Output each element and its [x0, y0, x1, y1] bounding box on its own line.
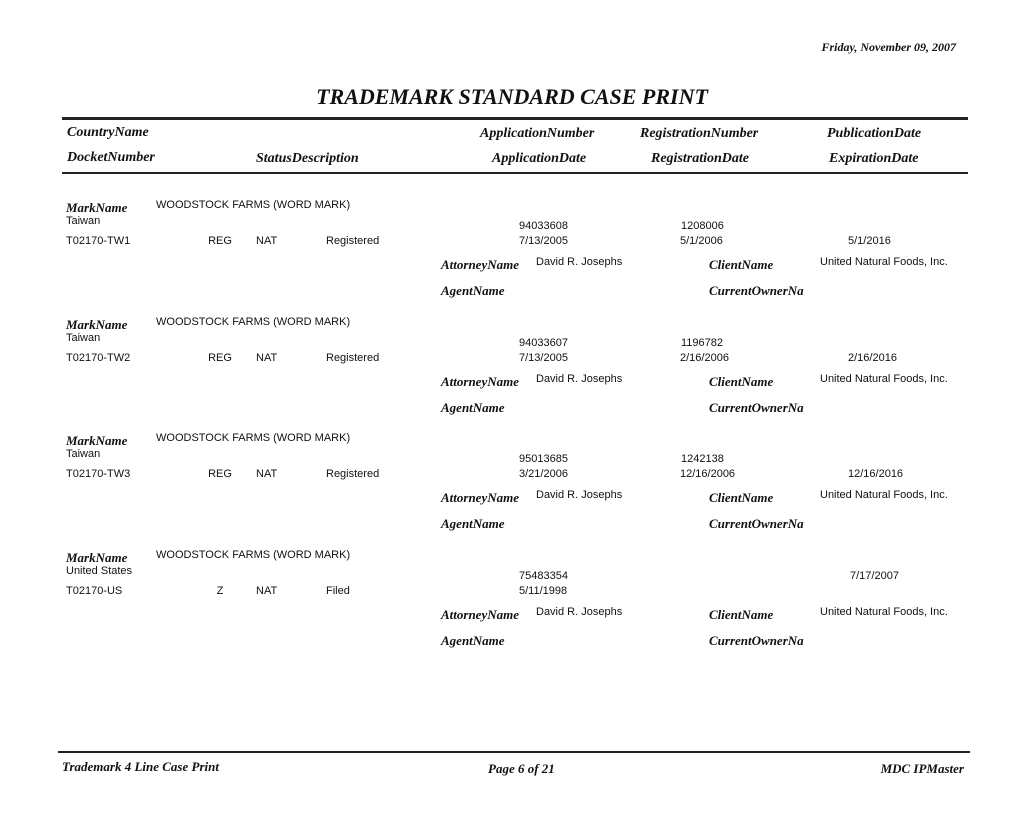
- docket-number-value: T02170-TW2: [66, 351, 131, 364]
- mark-name-value: WOODSTOCK FARMS (WORD MARK): [156, 199, 351, 211]
- agent-name-label: AgentName: [441, 516, 505, 531]
- header-registration-number: RegistrationNumber: [640, 126, 759, 141]
- expiration-date-value: 2/16/2016: [848, 351, 897, 364]
- header-publication-date: PublicationDate: [827, 126, 922, 141]
- application-date-value: 5/11/1998: [519, 584, 568, 597]
- header-docket-number: DocketNumber: [67, 150, 155, 165]
- publication-date-value: 7/17/2007: [850, 569, 899, 582]
- mark-name-label: MarkName: [66, 316, 128, 332]
- attorney-name-value: David R. Josephs: [536, 605, 623, 618]
- footer-report-name: Trademark 4 Line Case Print: [62, 759, 219, 774]
- mark-name-value: WOODSTOCK FARMS (WORD MARK): [156, 432, 351, 444]
- agent-name-label: AgentName: [441, 399, 505, 415]
- registration-date-value: 12/16/2006: [680, 468, 736, 480]
- client-name-label: ClientName: [709, 257, 774, 272]
- attorney-name-label: AttorneyName: [441, 606, 519, 622]
- expiration-date-value: 5/1/2016: [848, 235, 891, 247]
- current-owner-label: CurrentOwnerNa: [709, 516, 804, 531]
- report-title: TRADEMARK STANDARD CASE PRINT: [316, 84, 708, 109]
- country-value: Taiwan: [66, 215, 101, 227]
- mark-name-label: MarkName: [66, 200, 128, 215]
- client-name-value: United Natural Foods, Inc.: [820, 489, 948, 501]
- agent-name-label: AgentName: [441, 632, 505, 648]
- status-description-value: Registered: [326, 468, 380, 480]
- registration-number-value: 1196782: [681, 336, 724, 349]
- application-date-value: 7/13/2005: [519, 351, 568, 364]
- header-application-number: ApplicationNumber: [480, 126, 595, 141]
- status-code-value: REG: [208, 351, 232, 364]
- docket-number-value: T02170-TW3: [66, 468, 131, 480]
- status-code-value: REG: [208, 468, 232, 480]
- header-registration-date: RegistrationDate: [651, 151, 750, 166]
- country-value: United States: [66, 564, 133, 577]
- application-number-value: 95013685: [519, 453, 568, 465]
- agent-name-label: AgentName: [441, 283, 505, 298]
- registration-date-value: 5/1/2006: [680, 235, 723, 247]
- header-bottom-rule: [62, 172, 968, 174]
- attorney-name-value: David R. Josephs: [536, 489, 623, 501]
- status-code-value: REG: [208, 235, 232, 247]
- footer-rule: [58, 751, 970, 753]
- header-status-description: StatusDescription: [256, 151, 359, 166]
- mark-name-label: MarkName: [66, 433, 128, 448]
- header-country-name: CountryName: [67, 125, 149, 140]
- application-date-value: 3/21/2006: [519, 468, 568, 480]
- client-name-label: ClientName: [709, 606, 774, 622]
- docket-number-value: T02170-TW1: [66, 235, 131, 247]
- application-number-value: 75483354: [519, 569, 568, 582]
- case-type-value: NAT: [256, 351, 278, 364]
- registration-date-value: 2/16/2006: [680, 351, 729, 364]
- current-owner-label: CurrentOwnerNa: [709, 283, 804, 298]
- footer-page-number: Page 6 of 21: [488, 761, 555, 776]
- attorney-name-label: AttorneyName: [441, 490, 519, 505]
- docket-number-value: T02170-US: [66, 584, 123, 597]
- status-code-value: Z: [216, 584, 224, 597]
- registration-number-value: 1208006: [681, 220, 724, 232]
- status-description-value: Registered: [326, 351, 380, 364]
- mark-name-value: WOODSTOCK FARMS (WORD MARK): [156, 315, 351, 328]
- report-date: Friday, November 09, 2007: [821, 40, 956, 54]
- application-number-value: 94033608: [519, 220, 568, 232]
- country-value: Taiwan: [66, 331, 101, 344]
- client-name-value: United Natural Foods, Inc.: [820, 605, 948, 618]
- attorney-name-value: David R. Josephs: [536, 372, 623, 385]
- application-number-value: 94033607: [519, 336, 568, 349]
- case-type-value: NAT: [256, 584, 278, 597]
- current-owner-label: CurrentOwnerNa: [709, 632, 804, 648]
- expiration-date-value: 12/16/2016: [848, 468, 904, 480]
- country-value: Taiwan: [66, 448, 101, 460]
- status-description-value: Filed: [326, 584, 350, 597]
- footer-app-name: MDC IPMaster: [880, 761, 964, 776]
- status-description-value: Registered: [326, 235, 380, 247]
- registration-number-value: 1242138: [681, 453, 724, 465]
- client-name-label: ClientName: [709, 490, 774, 505]
- attorney-name-label: AttorneyName: [441, 373, 519, 389]
- mark-name-label: MarkName: [66, 549, 128, 565]
- header-expiration-date: ExpirationDate: [829, 151, 919, 166]
- application-date-value: 7/13/2005: [519, 235, 568, 247]
- client-name-label: ClientName: [709, 373, 774, 389]
- header-application-date: ApplicationDate: [492, 151, 587, 166]
- case-type-value: NAT: [256, 468, 278, 480]
- current-owner-label: CurrentOwnerNa: [709, 399, 804, 415]
- client-name-value: United Natural Foods, Inc.: [820, 256, 948, 268]
- case-type-value: NAT: [256, 235, 278, 247]
- header-top-rule: [62, 117, 968, 120]
- attorney-name-label: AttorneyName: [441, 257, 519, 272]
- client-name-value: United Natural Foods, Inc.: [820, 372, 948, 385]
- attorney-name-value: David R. Josephs: [536, 256, 623, 268]
- mark-name-value: WOODSTOCK FARMS (WORD MARK): [156, 548, 351, 561]
